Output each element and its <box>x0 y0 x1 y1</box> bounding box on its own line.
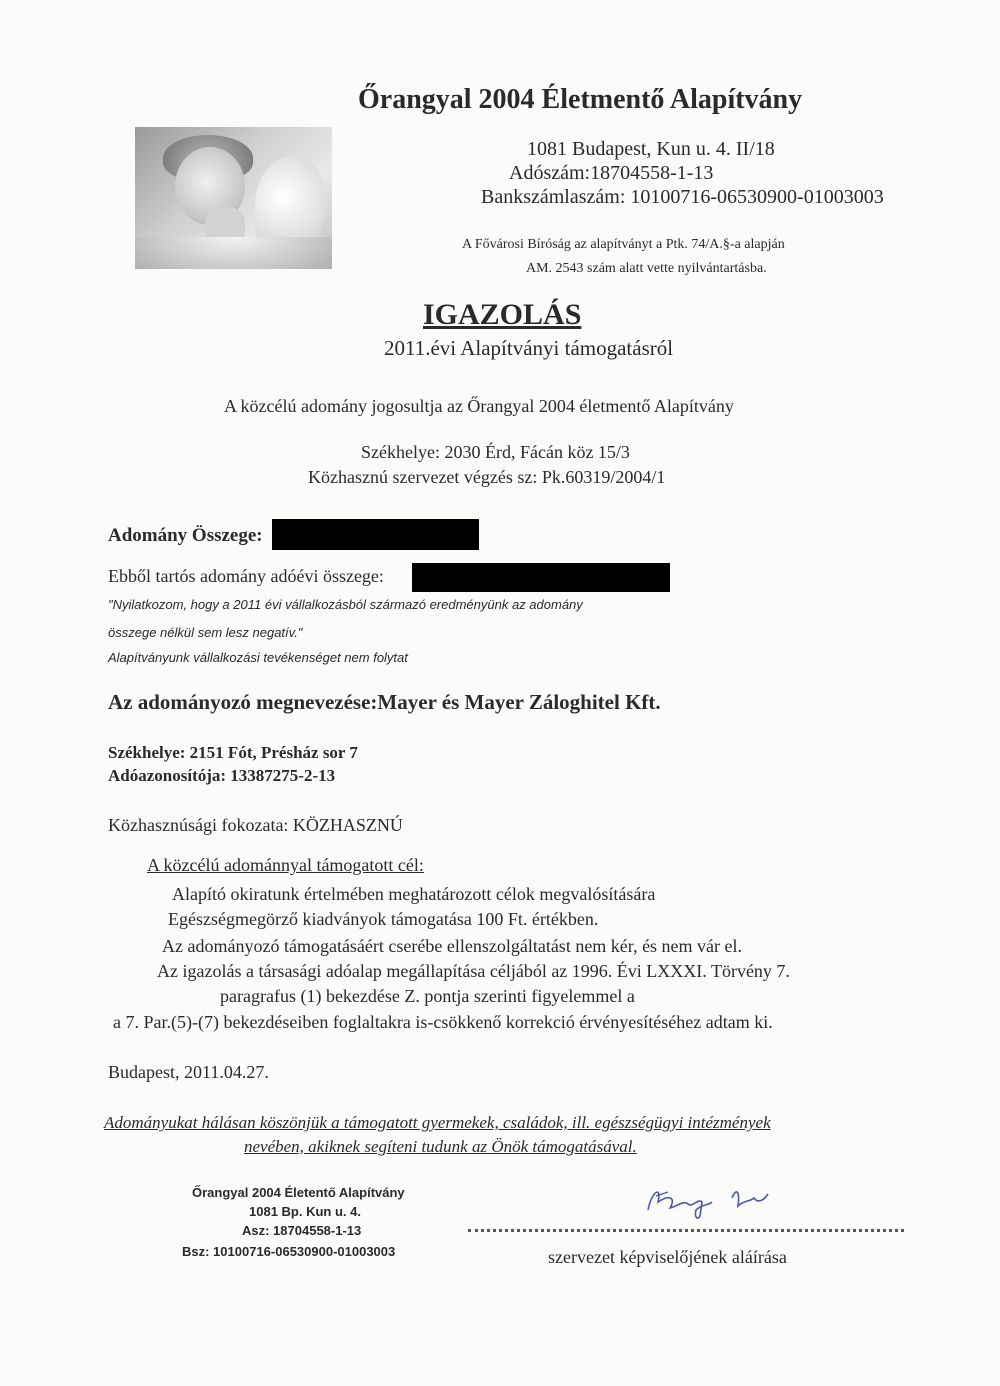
angel-photo <box>135 127 332 269</box>
donor-tax-number: Adóazonosítója: 13387275-2-13 <box>108 766 336 785</box>
stamp-line-1: Őrangyal 2004 Életentő Alapítvány <box>192 1185 405 1200</box>
purpose-line-3: Az adományozó támogatásáért cserébe ellenszolgáltatást nem kér, és nem vár el. <box>162 936 743 956</box>
purpose-line-2: Egészségmegörző kiadványok támogatása 100 Ft. értékben. <box>168 909 599 929</box>
public-benefit-ruling: Közhasznú szervezet végzés sz: Pk.60319/2004/1 <box>308 467 666 487</box>
purpose-line-4: Az igazolás a társasági adóalap megállapítása céljából az 1996. Évi LXXXI. Törvény 7. <box>157 961 790 981</box>
donor-name: Az adományozó megnevezése:Mayer és Mayer Záloghitel Kft. <box>108 690 661 714</box>
stamp-line-3: Asz: 18704558-1-13 <box>242 1223 362 1238</box>
declaration-line-1: "Nyilatkozom, hogy a 2011 évi vállalkozásból származó eredményünk az adomány <box>108 597 583 612</box>
signature-line <box>468 1229 904 1232</box>
foundation-address: 1081 Budapest, Kun u. 4. II/18 <box>527 138 775 160</box>
foundation-tax-id: Adószám:18704558-1-13 <box>509 162 714 184</box>
registry-line-1: A Fővárosi Bíróság az alapítványt a Ptk. 74/A.§-a alapján <box>462 237 785 252</box>
place-date: Budapest, 2011.04.27. <box>108 1062 269 1082</box>
durable-amount-redaction <box>412 563 670 592</box>
document-heading: IGAZOLÁS <box>423 298 582 331</box>
foundation-bank-account: Bankszámlaszám: 10100716-06530900-01003003 <box>481 186 884 208</box>
beneficiary-seat: Székhelye: 2030 Érd, Fácán köz 15/3 <box>361 442 630 462</box>
no-business-line: Alapítványunk vállalkozási tevékenséget nem folytat <box>108 650 408 665</box>
stamp-line-2: 1081 Bp. Kun u. 4. <box>249 1204 361 1219</box>
durable-amount-label: Ebből tartós adomány adóévi összege: <box>108 566 384 586</box>
registry-line-2: AM. 2543 szám alatt vette nyilvántartásba. <box>526 261 767 276</box>
purpose-line-1: Alapító okiratunk értelmében meghatározott célok megvalósítására <box>172 884 656 904</box>
purpose-line-5: paragrafus (1) bekezdése Z. pontja szerinti figyelemmel a <box>220 986 635 1006</box>
donor-public-status: Közhasznúsági fokozata: KÖZHASZNÚ <box>108 815 403 835</box>
foundation-title: Őrangyal 2004 Életmentő Alapítvány <box>358 84 803 115</box>
amount-label: Adomány Összege: <box>108 525 263 546</box>
document-subheading: 2011.évi Alapítványi támogatásról <box>384 336 674 360</box>
thanks-line-2: nevében, akiknek segíteni tudunk az Önök támogatásával. <box>244 1137 637 1156</box>
photo-cloud <box>135 237 332 269</box>
thanks-line-1: Adományukat hálásan köszönjük a támogatott gyermekek, családok, ill. egészségügyi intézmények <box>104 1113 771 1132</box>
donor-seat: Székhelye: 2151 Fót, Présház sor 7 <box>108 743 358 762</box>
handwritten-signature <box>640 1180 780 1225</box>
signature-caption: szervezet képviselőjének aláírása <box>548 1247 787 1267</box>
stamp-line-4: Bsz: 10100716-06530900-01003003 <box>182 1244 396 1259</box>
purpose-line-6: a 7. Par.(5)-(7) bekezdéseiben foglaltakra is-csökkenő korrekció érvényesítéséhez adtam ki. <box>113 1012 773 1032</box>
purpose-title: A közcélú adománnyal támogatott cél: <box>147 855 424 875</box>
beneficiary-line: A közcélú adomány jogosultja az Őrangyal 2004 életmentő Alapítvány <box>224 396 734 416</box>
declaration-line-2: összege nélkül sem lesz negatív." <box>108 625 303 640</box>
amount-redaction <box>272 519 479 550</box>
